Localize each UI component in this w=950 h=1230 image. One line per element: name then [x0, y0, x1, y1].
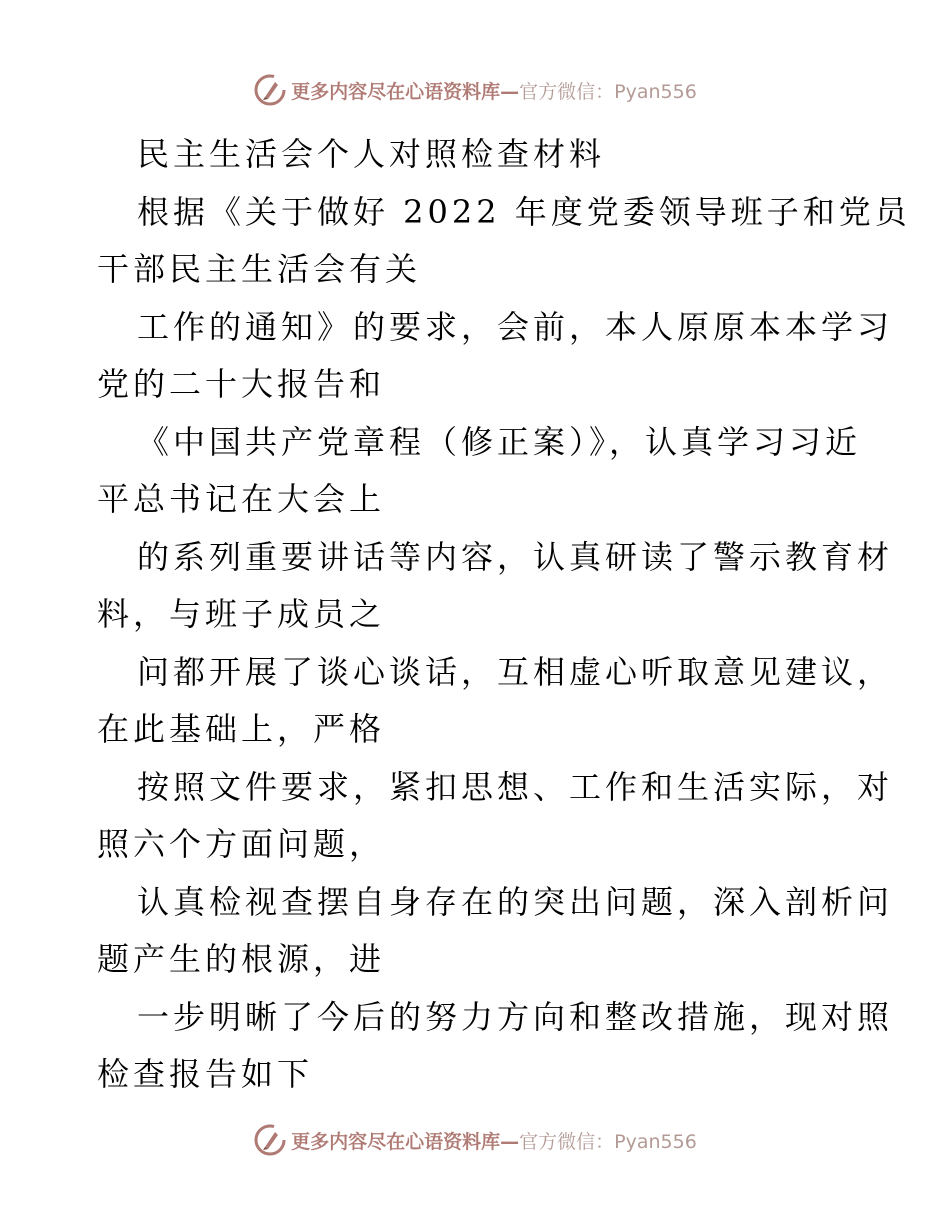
document-line: 照六个方面问题， [97, 825, 386, 863]
watermark-site-text: 更多内容尽在心语资料库 [291, 1130, 501, 1153]
document-line: 民主生活会个人对照检查材料 [137, 135, 606, 173]
footer-watermark [0, 1120, 950, 1160]
document-line: 平总书记在大会上 [97, 480, 386, 518]
watermark-dash: — [500, 80, 520, 103]
document-line: 问都开展了谈心谈话，互相虚心听取意见建议， [137, 652, 894, 691]
document-line: 的系列重要讲话等内容，认真研读了警示教育材 [137, 537, 894, 576]
watermark-text [291, 77, 697, 104]
document-line: 题产生的根源，进 [97, 940, 386, 978]
document-line: 党的二十大报告和 [97, 365, 386, 403]
document-body [97, 126, 911, 1104]
watermark-text [291, 1127, 697, 1154]
document-line: 认真检视查摆自身存在的突出问题，深入剖析问 [137, 882, 894, 921]
document-line: 《中国共产党章程（修正案）》，认真学习习近 [137, 422, 862, 461]
watermark-site-text: 更多内容尽在心语资料库 [291, 80, 501, 103]
watermark-wechat-text: 官方微信：Pyan556 [519, 1130, 697, 1153]
document-line: 按照文件要求，紧扣思想、工作和生活实际，对 [137, 767, 894, 806]
header-watermark [0, 70, 950, 110]
document-line: 料，与班子成员之 [97, 595, 386, 633]
pen-nib-logo-icon [253, 1123, 287, 1157]
pen-nib-logo-icon [253, 73, 287, 107]
document-line: 一步明晰了今后的努力方向和整改措施，现对照 [137, 997, 894, 1036]
document-line: 检查报告如下 [97, 1055, 314, 1093]
document-line: 在此基础上，严格 [97, 710, 386, 748]
watermark-wechat-text: 官方微信：Pyan556 [519, 80, 697, 103]
watermark-dash: — [500, 1130, 520, 1153]
document-line: 根据《关于做好 2022 年度党委领导班子和党员 [137, 192, 911, 231]
document-line: 工作的通知》的要求，会前，本人原原本本学习 [137, 307, 894, 346]
document-line: 干部民主生活会有关 [97, 250, 422, 288]
